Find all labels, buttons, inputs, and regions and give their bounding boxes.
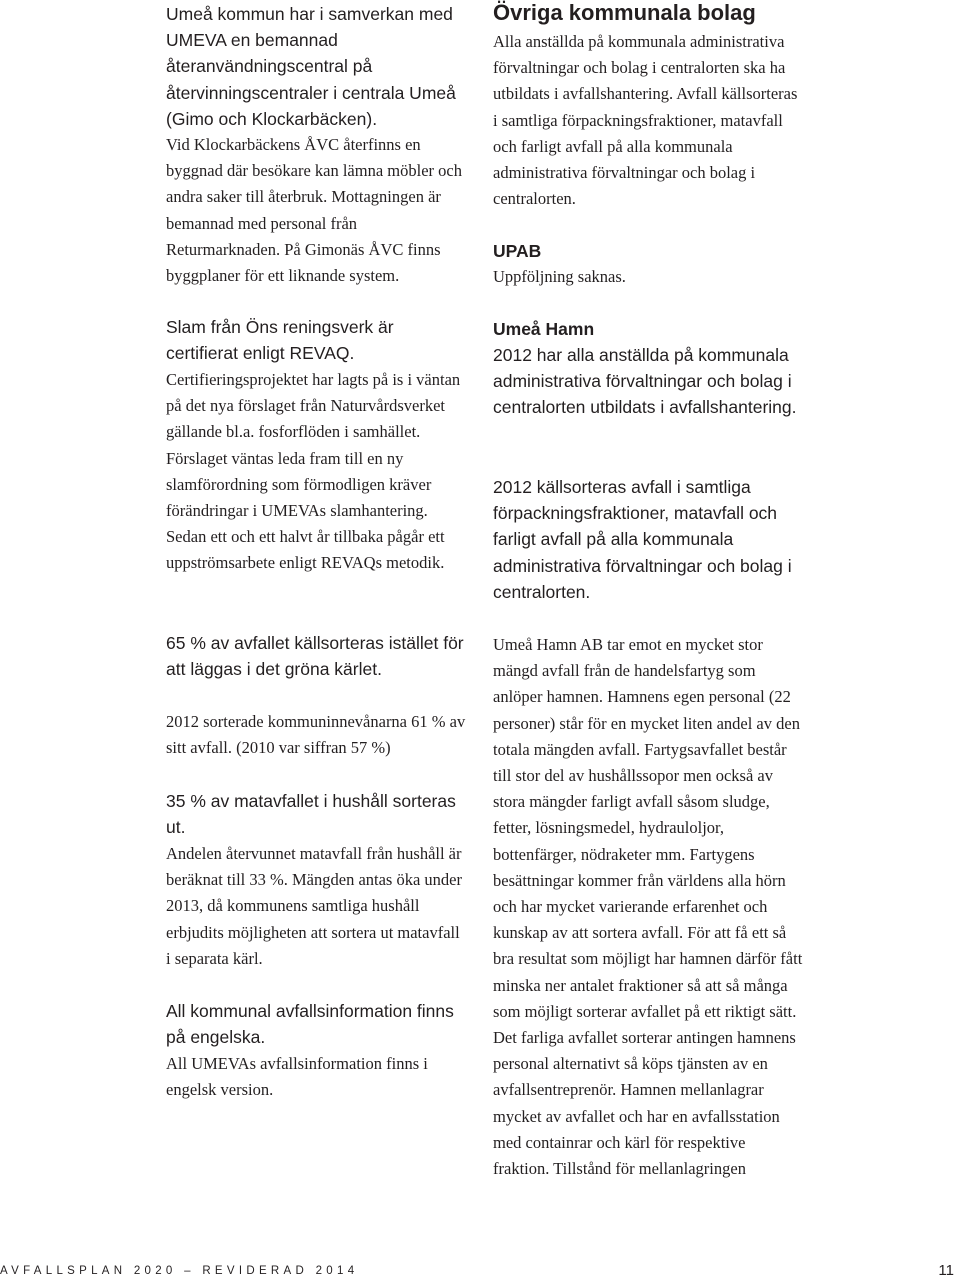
hamn-heading: Umeå Hamn [493, 319, 595, 339]
section-body-kallsortering: 2012 sorterade kommuninnevånarna 61 % av sitt avfall. (2010 var siffran 57 %) [166, 712, 466, 758]
page-title: Övriga kommunala bolag [493, 0, 756, 25]
hamn-goal-sorting: 2012 källsorteras avfall i samtliga förpackningsfraktioner, matavfall och farligt avfall på alla kommunala administrativa förvaltningar och bolag i centralorten. [493, 477, 792, 602]
upab-body: Uppföljning saknas. [493, 267, 626, 286]
section-heading-slam: Slam från Öns reningsverk är certifierat enligt REVAQ. [166, 317, 394, 364]
upab-heading: UPAB [493, 241, 542, 261]
section-heading-engelska: All kommunal avfallsinformation finns på engelska. [166, 1001, 454, 1048]
section-body-engelska: All UMEVAs avfallsinformation finns i engelsk version. [166, 1054, 428, 1100]
hamn-body: Umeå Hamn AB tar emot en mycket stor mängd avfall från de handelsfartyg som anlöper hamnen. Hamnens egen personal (22 personer) står för en mycket liten andel av den totala mängden avfall. Fartygsavfallet består till stor del av hushållssopor men också av stora mängder farligt avfall såsom sludge, fetter, lösningsmedel, hydrauloljor, bottenfärger, nödraketer mm. Fartygens besättningar kommer från världens alla hörn och har mycket varierande erfarenhet och kunskap av att sortera avfall. För att få ett så bra resultat som möjligt har hamnen därför fått minska ner antalet fraktioner så att så många som möjligt sorterar avfallet på ett riktigt sätt. Det farliga avfallet sorterar antingen hamnens personal alternativt så köps tjänsten av en avfallsentreprenör. Hamnen mellanlagrar mycket av avfallet och har en avfallsstation med containrar och kärl för respektive fraktion. Tillstånd för mellanlagringen [493, 635, 803, 1179]
section-heading-matavfall: 35 % av matavfallet i hushåll sorteras ut. [166, 791, 456, 838]
section-body-slam: Certifieringsprojektet har lagts på is i väntan på det nya förslaget från Naturvårdsverket gällande bl.a. fosforflöden i samhället. Förslaget väntas leda fram till en ny slamförordning som förmodligen kräver förändringar i UMEVAs slamhantering. Sedan ett och ett halvt år tillbaka pågår ett uppströmsarbete enligt REVAQs metodik. [166, 370, 461, 573]
intro-paragraph-sans: Umeå kommun har i samverkan med UMEVA en bemannad återanvändningscentral på återvinningscentraler i centrala Umeå (Gimo och Klockarbäcken). [166, 4, 456, 129]
intro-paragraph-serif: Vid Klockarbäckens ÅVC återfinns en byggnad där besökare kan lämna möbler och andra saker till återbruk. Mottagningen är bemannad med personal från Returmarknaden. På Gimonäs ÅVC finns byggplaner för ett liknande system. [166, 135, 462, 286]
bolag-intro: Alla anställda på kommunala administrativa förvaltningar och bolag i centralorten ska ha utbildats i avfallshantering. Avfall källsorteras i samtliga förpackningsfraktioner, matavfall och farligt avfall på alla kommunala administrativa förvaltningar och bolag i centralorten. [493, 32, 798, 209]
running-footer-title: AVFALLSPLAN 2020 – REVIDERAD 2014 [0, 1265, 359, 1277]
hamn-goal-education: 2012 har alla anställda på kommunala administrativa förvaltningar och bolag i centralorten utbildats i avfallshantering. [493, 345, 797, 418]
section-body-matavfall: Andelen återvunnet matavfall från hushåll är beräknat till 33 %. Mängden antas öka under 2013, då kommunens samtliga hushåll erbjudits möjligheten att sortera ut matavfall i separata kärl. [166, 844, 462, 968]
section-heading-kallsortering: 65 % av avfallet källsorteras istället för att läggas i det gröna kärlet. [166, 633, 464, 680]
page-number: 11 [938, 1262, 954, 1279]
